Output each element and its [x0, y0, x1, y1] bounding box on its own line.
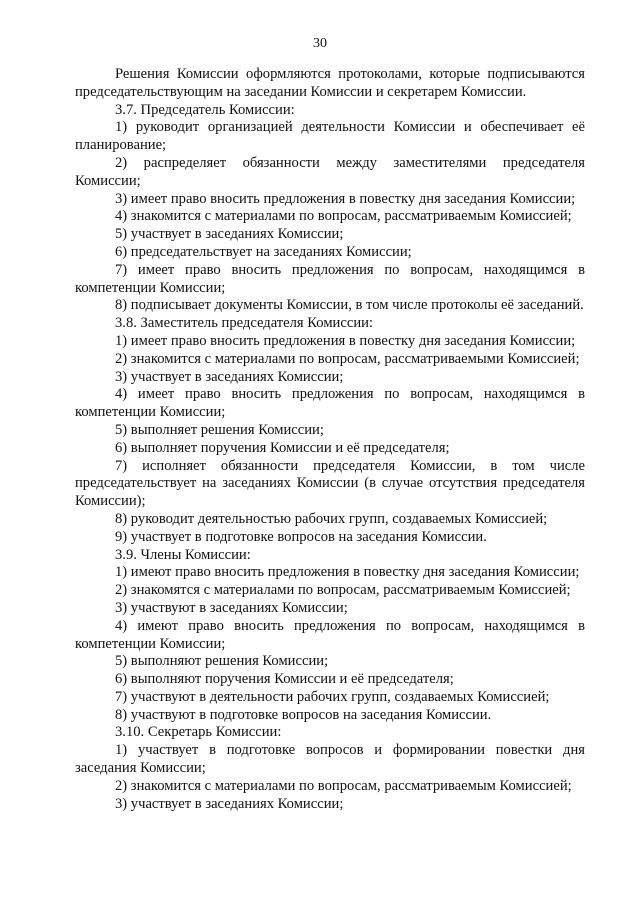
list-item: 1) участвует в подготовке вопросов и формировании повестки дня заседания Комиссии; — [75, 742, 585, 777]
section-heading: 3.7. Председатель Комиссии: — [115, 101, 295, 118]
section-heading: 3.9. Члены Комиссии: — [115, 546, 251, 563]
list-item: 6) выполняют поручения Комиссии и её председателя; — [115, 671, 454, 688]
list-item: 2) распределяет обязанности между заместителями председателя Комиссии; — [75, 154, 585, 189]
list-item: 1) имеет право вносить предложения в повестку дня заседания Комиссии; — [115, 332, 576, 349]
list-item: 5) выполняют решения Комиссии; — [115, 653, 329, 670]
list-item: 6) выполняет поручения Комиссии и её председателя; — [115, 439, 450, 456]
list-item: 3) участвует в заседаниях Комиссии; — [115, 368, 344, 385]
list-item: 7) исполняет обязанности председателя Комиссии, в том числе председательствует на заседаниях Комиссии (в случае отсутствия председателя Комиссии); — [75, 457, 585, 510]
section-heading: 3.10. Секретарь Комиссии: — [115, 724, 282, 741]
list-item: 5) участвует в заседаниях Комиссии; — [115, 226, 344, 243]
list-item: 7) участвуют в деятельности рабочих групп, создаваемых Комиссией; — [115, 688, 550, 705]
list-item: 2) знакомится с материалами по вопросам, рассматриваемыми Комиссией; — [115, 350, 580, 367]
list-item: 8) руководит деятельностью рабочих групп, создаваемых Комиссией; — [115, 510, 548, 527]
list-item: 8) подписывает документы Комиссии, в том числе протоколы её заседаний. — [115, 297, 584, 314]
list-item: 5) выполняет решения Комиссии; — [115, 421, 324, 438]
list-item: 4) имеют право вносить предложения по вопросам, находящимся в компетенции Комиссии; — [75, 617, 585, 652]
list-item: 9) участвует в подготовке вопросов на заседания Комиссии. — [115, 528, 487, 545]
section-heading: 3.8. Заместитель председателя Комиссии: — [115, 315, 373, 332]
list-item: 8) участвуют в подготовке вопросов на заседания Комиссии. — [115, 706, 492, 723]
list-item: 2) знакомятся с материалами по вопросам, рассматриваемым Комиссией; — [115, 582, 571, 599]
document-body — [75, 66, 585, 813]
page-number: 30 — [313, 36, 327, 51]
list-item: 2) знакомится с материалами по вопросам, рассматриваемым Комиссией; — [115, 777, 572, 794]
list-item: 4) имеет право вносить предложения по вопросам, находящимся в компетенции Комиссии; — [75, 386, 585, 421]
paragraph: Решения Комиссии оформляются протоколами, которые подписываются председательствующим на заседании Комиссии и секретарем Комиссии. — [75, 66, 585, 100]
list-item: 6) председательствует на заседаниях Комиссии; — [115, 243, 412, 260]
list-item: 3) участвует в заседаниях Комиссии; — [115, 795, 344, 812]
list-item: 3) участвуют в заседаниях Комиссии; — [115, 599, 348, 616]
list-item: 3) имеет право вносить предложения в повестку дня заседания Комиссии; — [115, 190, 576, 207]
list-item: 7) имеет право вносить предложения по вопросам, находящимся в компетенции Комиссии; — [75, 261, 585, 296]
list-item: 1) имеют право вносить предложения в повестку дня заседания Комиссии; — [115, 564, 580, 581]
list-item: 4) знакомится с материалами по вопросам, рассматриваемым Комиссией; — [115, 208, 572, 225]
list-item: 1) руководит организацией деятельности Комиссии и обеспечивает её планирование; — [75, 119, 585, 154]
